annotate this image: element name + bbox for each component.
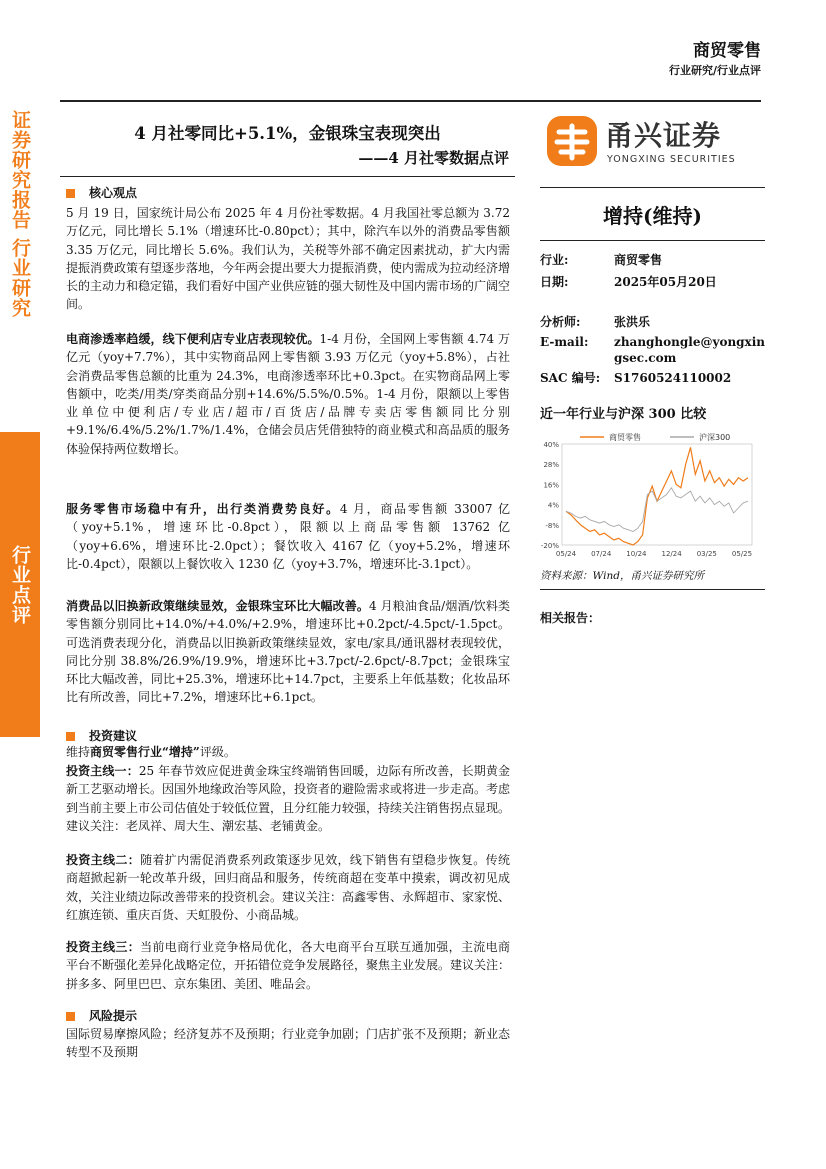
rating-top-rule <box>540 187 765 188</box>
sidebar-bottom-label: 行业点评 <box>9 545 31 625</box>
sidebar-top-label: 证券研究报告 行业研究 <box>9 110 31 318</box>
y-tick-label: -20% <box>540 542 559 550</box>
report-title: 4 月社零同比+5.1%，金银珠宝表现突出 <box>134 124 441 143</box>
rating: 增持(维持) <box>603 204 702 228</box>
paragraph-8: 投资主线三：当前电商行业竞争格局优化，各大电商平台互联互通加强，主流电商平台不断强化差异化战略定位，开拓错位竞争发展路径，聚焦主业发展。建议关注：拼多多、阿里巴巴、京东集团、美团、唯品会。 <box>66 940 511 991</box>
report-subtitle: ——4 月社零数据点评 <box>358 149 509 167</box>
info-date <box>540 273 770 290</box>
info-industry-value: 商贸零售 <box>614 253 663 267</box>
title-rule <box>60 176 515 177</box>
info-industry-label: 行业: <box>540 253 569 267</box>
info-email-label: E-mail: <box>540 335 589 349</box>
x-tick-label: 12/24 <box>661 550 682 558</box>
chart-frame <box>562 444 752 545</box>
paragraph-9: 国际贸易摩擦风险；经济复苏不及预期；行业竞争加剧；门店扩张不及预期；新业态转型不及预期 <box>66 1027 511 1060</box>
paragraph-7: 投资主线二：随着扩内需促消费系列政策逐步见效，线下销售有望稳步恢复。传统商超掀起新一轮改革升级，回归商品和服务，传统商超在变革中摸索，调改初见成效，关注业绩边际改善带来的投资机会。建议关注：高鑫零售、永辉超市、家家悦、红旗连锁、重庆百货、天虹股份、小商品城。 <box>66 853 511 922</box>
header-rule <box>60 100 761 102</box>
info-sac <box>540 369 770 386</box>
section-bullet-icon <box>66 189 75 198</box>
source-rule <box>540 589 765 590</box>
paragraph-2: 电商渗透率趋缓，线下便利店专业店表现较优。1-4 月份，全国网上零售额 4.74 万亿元（yoy+7.7%），其中实物商品网上零售额 3.93 万亿元（yoy+5.8%），占社会消费品零售总额的比重为 24.3%，电商渗透率环比+0.3pct。在实物商品网上零售额中，吃类/用类/穿类商品分别+14.6%/5.5%/0.5%。1-4 月份，限额以上零售业单位中便利店/专业店/超市/百货店/品牌专卖店零售额同比分别+9.1%/6.4%/5.2%/1.7%/1.4%，仓储会员店凭借独特的商业模式和高品质的服务体验保持两位数增长。 <box>66 332 510 456</box>
info-email <box>540 335 770 349</box>
info-analyst-value: 张洪乐 <box>614 315 651 329</box>
y-tick-label: 16% <box>543 481 559 490</box>
info-email-value1[interactable]: zhanghongle@yongxin <box>614 335 765 349</box>
y-tick-label: 4% <box>547 501 559 510</box>
logo-cn-text: 甬兴证券 <box>605 119 722 152</box>
y-tick-label: -8% <box>545 521 559 530</box>
y-tick-label: 40% <box>543 441 559 449</box>
info-industry <box>540 251 770 268</box>
header-sector: 商贸零售 <box>693 41 761 61</box>
paragraph-4: 消费品以旧换新政策继续显效，金银珠宝环比大幅改善。4 月粮油食品/烟酒/饮料类零售额分别同比+14.0%/+4.0%/+2.9%，增速环比+0.2pct/-4.5pct/-1.5pct。可选消费表现分化，消费品以旧换新政策继续显效，家电/家具/通讯器材表现较优，同比分别 38.8%/26.9%/19.9%，增速环比+3.7pct/-2.6pct/-8.7pct；金银珠宝环比大幅改善，同比+25.3%，增速环比+14.7pct，主要系上年低基数；化妆品环比有所改善，同比+7.2%，增速环比+6.1pct。 <box>66 599 510 705</box>
x-tick-label: 03/25 <box>696 550 717 558</box>
x-tick-label: 07/24 <box>591 550 612 558</box>
section-bullet-icon <box>66 1012 75 1021</box>
header-report-type: 行业研究/行业点评 <box>668 64 761 77</box>
section-risk: 风险提示 <box>66 1007 137 1024</box>
x-tick-label: 05/24 <box>555 550 577 558</box>
paragraph-6: 投资主线一：25 年春节效应促进黄金珠宝终端销售回暖，边际有所改善，长期黄金新工艺驱动增长。因国外地缘政治等风险，投资者的避险需求或将进一步走高。考虑到当前主要上市公司估值处于较低位置，且分红能力较强，持续关注销售拐点显现。建议关注：老凤祥、周大生、潮宏基、老铺黄金。 <box>66 764 511 833</box>
info-date-label: 日期: <box>540 275 569 289</box>
legend-series2: 沪深300 <box>699 433 731 442</box>
info-analyst <box>540 313 770 330</box>
series-line-2 <box>566 488 748 532</box>
section-core-view: 核心观点 <box>66 184 137 201</box>
logo-en-text: YONGXING SECURITIES <box>607 154 736 165</box>
paragraph-5: 维持商贸零售行业“增持”评级。 <box>66 745 236 759</box>
paragraph-1: 5 月 19 日，国家统计局公布 2025 年 4 月份社零数据。4 月我国社零总额为 3.72 万亿元，同比增长 5.1%（增速环比-0.80pct）；其中，除汽车以外的消费品零售额 3.35 万亿元，同比增长 5.6%。我们认为，关税等外部不确定因素扰动，扩大内需提振消费政策有望逐步落地，今年两会提出要大力提振消费，使内需成为拉动经济增长的主动力和稳定锚，我们看好中国产业供应链的强大韧性及中国内需市场的广阔空间。 <box>66 206 511 312</box>
series-line-1 <box>566 447 748 545</box>
paragraph-3: 服务零售市场稳中有升，出行类消费势良好。4 月，商品零售额 33007 亿（yoy+5.1%，增速环比-0.8pct），限额以上商品零售额 13762 亿（yoy+6.6%，增速环比-2.0pct）；餐饮收入 4167 亿（yoy+5.2%，增速环比-0.4pct），限额以上餐饮收入 1230 亿（yoy+3.7%，增速环比-3.1pct）。 <box>66 502 510 571</box>
x-tick-label: 10/24 <box>626 550 647 558</box>
info-sac-value: S1760524110002 <box>614 371 732 385</box>
rating-bottom-rule <box>540 240 765 241</box>
legend-series1: 商贸零售 <box>609 433 641 442</box>
x-tick-label: 05/25 <box>731 550 753 558</box>
chart-title: 近一年行业与沪深 300 比较 <box>540 407 707 422</box>
info-email-line2[interactable]: gsec.com <box>614 351 677 365</box>
related-reports: 相关报告： <box>540 611 601 625</box>
comparison-chart <box>540 428 765 563</box>
info-analyst-label: 分析师: <box>540 315 581 329</box>
section-invest-advice: 投资建议 <box>66 727 137 744</box>
info-sac-label: SAC 编号: <box>540 371 601 385</box>
section-bullet-icon <box>66 732 75 741</box>
chart-source: 资料来源：Wind，甬兴证券研究所 <box>540 570 704 582</box>
y-tick-label: 28% <box>543 461 559 470</box>
info-date-value: 2025年05月20日 <box>614 275 717 289</box>
